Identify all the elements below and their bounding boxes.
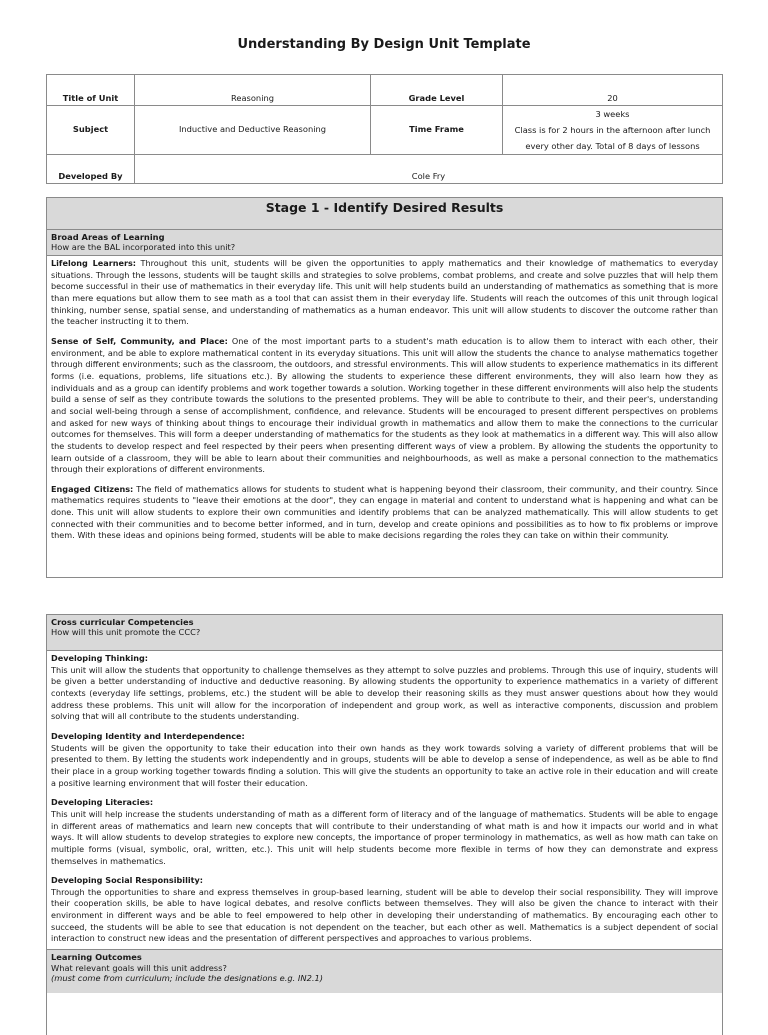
- developed-by-label: Developed By: [47, 155, 135, 184]
- ccc-question: How will this unit promote the CCC?: [51, 627, 201, 637]
- developing-thinking-label: Developing Thinking:: [51, 653, 149, 663]
- bal-heading: Broad Areas of Learning: [51, 232, 165, 242]
- developing-literacies-text: This unit will help increase the students understanding of math as a different form of literacy and of the language of mathematics. Students will be able to engage in different areas of mathematics and learn new concepts that will contribute to their understanding of what math is and how it impacts our world and in what ways. It will allow students to develop strategies to explore new concepts, the importance of proper terminology in mathematics, as well as how math can take on multiple forms (visual, symbolic, oral, written, etc.). This unit will help students become more flexible in terms of how they can demonstrate and express themselves in mathematics.: [51, 808, 718, 866]
- ccc-header: [47, 615, 722, 651]
- developing-social-paragraph: [51, 875, 718, 945]
- learning-outcomes-header: [47, 949, 722, 993]
- subject-label: Subject: [47, 106, 135, 155]
- engaged-citizens-text: The field of mathematics allows for students to student what is happening beyond their classroom, their community, and their country. Since mathematics requires students to "leave their emotions at the door", they can engage in material and content to understand what is happening and what can be done. This unit will allow students to explore their own communities and identify problems that can be analyzed mathematically. This will allow students to get connected with their communities and to become better informed, and in turn, develop and create opinions and possibilities as to how to fix problems or improve them. With these ideas and opinions being formed, students will be able to make decisions regarding the roles they can take on within their community.: [51, 483, 718, 541]
- time-frame-label: Time Frame: [371, 106, 503, 155]
- developing-thinking-text: This unit will allow the students that opportunity to challenge themselves as they attempt to solve puzzles and problems. Through this use of inquiry, students will be given a better understanding of inductive and deductive reasoning. By allowing students the opportunity to experience mathematics in a variety of different contexts (everyday life settings, problems, etc.) the student will be able to develop their reasoning skills as they must answer questions about how they would address these problems. This unit will allow for the incorporation of independent and group work, as well as interactive components, discussion and problem solving that will all contribute to the students understanding.: [51, 664, 718, 722]
- ccc-section: [46, 614, 723, 1035]
- ccc-content: [47, 651, 722, 945]
- developing-social-text: Through the opportunities to share and express themselves in group-based learning, student will be able to develop their social responsibility. They will improve their cooperation skills, be able to have logical debates, and resolve conflicts between themselves. They will also be given the chance to interact with their environment in different ways and be able to feel empowered to help other in developing their understanding of mathematics. By encouraging each other to succeed, the students will be able to see that education is not dependent on the teacher, but each other as well. Mathematics is a subject dependent of social interaction to construct new ideas and the presentation of different perspectives and approaches to various problems.: [51, 886, 718, 944]
- lifelong-learners-text: Throughout this unit, students will be given the opportunities to apply mathematics and their knowledge of mathematics to everyday situations. Through the lessons, students will be taught skills and strategies to solve problems, combat problems, and create and solve puzzles that will help them become successful in their use of mathematics in their everyday life. This unit will help students build an understanding of mathematics as something that is more than mere equations but allow them to see math as a tool that can assist them in their everyday life. Students will reach the outcomes of this unit through logical thinking, number sense, spatial sense, and understanding of mathematics as a human endeavor. This unit will allow students to discover the outcome rather than the teacher instructing it to them.: [51, 258, 718, 327]
- developed-by-value: Cole Fry: [135, 155, 723, 184]
- time-frame-line1: 3 weeks: [595, 109, 630, 119]
- ccc-heading: Cross curricular Competencies: [51, 617, 194, 627]
- developing-identity-label: Developing Identity and Interdependence:: [51, 730, 245, 741]
- developing-thinking-paragraph: [51, 653, 718, 723]
- bal-content: [47, 256, 722, 542]
- developing-identity-text: Students will be given the opportunity to take their education into their own hands as they work towards solving a variety of different problems that will be presented to them. By letting the students work independently and in groups, students will be able to develop a sense of independence, as well as be able to find their place in a group working together towards finding a solution. This will give the students an opportunity to take an active role in their education and will create a positive learning environment that will foster their education.: [51, 742, 718, 788]
- learning-outcomes-heading: Learning Outcomes: [51, 952, 142, 963]
- sense-of-self-paragraph: [51, 336, 718, 476]
- title-of-unit-value: Reasoning: [135, 75, 371, 106]
- learning-outcomes-question: What relevant goals will this unit address?: [51, 962, 227, 973]
- stage1-section: [46, 197, 723, 578]
- bal-header: [47, 230, 722, 256]
- unit-info-table: [46, 74, 723, 184]
- engaged-citizens-paragraph: [51, 484, 718, 542]
- lifelong-learners-paragraph: [51, 258, 718, 328]
- developing-literacies-label: Developing Literacies:: [51, 797, 154, 808]
- lifelong-learners-label: Lifelong Learners:: [51, 258, 136, 268]
- developing-social-label: Developing Social Responsibility:: [51, 875, 204, 886]
- developing-literacies-paragraph: [51, 797, 718, 867]
- subject-value: Inductive and Deductive Reasoning: [135, 106, 371, 155]
- sense-of-self-text: One of the most important parts to a student's math education is to allow them to interact with each other, their environment, and be able to explore mathematical content in its everyday situations. This unit will allow the students the chance to analyse mathematics together through different environments; such as the classroom, the outdoors, and stressful environments. This will allow students to experience mathematics in its different forms (i.e. equations, problems, life situations etc.). By allowing the students to experience these different environments, they will also learn how they as individuals and as a group can identify problems and work together towards a solution. Working together in these different environments will also help the students build a sense of self as they contribute towards the solutions to the presented problems. They will be able to contribute to their, and their peer's, understanding and social well-being through a sense of accomplishment, confidence, and relevance. Students will be encouraged to present different perspectives on problems and asked for new ways of thinking about things to encourage their individual growth in mathematics and allow them to make the connections to the curricular outcomes for themselves. This will form a deeper understanding of mathematics for the students as they look at mathematics in a different way. This will also allow the students to develop respect and feel respected by their peers when presenting different ways of view a problem. By allowing the students the opportunity to learn outside of a classroom, they will be able to learn about their communities and neighbourhoods, as well as make a personal connection to the mathematics through their explorations of different environments.: [51, 335, 718, 475]
- learning-outcomes-note: (must come from curriculum; include the designations e.g. IN2.1): [51, 973, 324, 984]
- sense-of-self-label: Sense of Self, Community, and Place:: [51, 335, 228, 346]
- grade-level-label: Grade Level: [371, 75, 503, 106]
- developing-identity-paragraph: [51, 731, 718, 789]
- time-frame-value: [503, 106, 723, 155]
- time-frame-line3: every other day. Total of 8 days of lessons: [525, 141, 700, 151]
- document-title: Understanding By Design Unit Template: [237, 37, 531, 52]
- stage1-title: Stage 1 - Identify Desired Results: [47, 198, 722, 230]
- title-of-unit-label: Title of Unit: [47, 75, 135, 106]
- grade-level-value: 20: [503, 75, 723, 106]
- bal-question: How are the BAL incorporated into this unit?: [51, 242, 236, 252]
- time-frame-line2: Class is for 2 hours in the afternoon after lunch: [514, 125, 711, 135]
- engaged-citizens-label: Engaged Citizens:: [51, 483, 134, 494]
